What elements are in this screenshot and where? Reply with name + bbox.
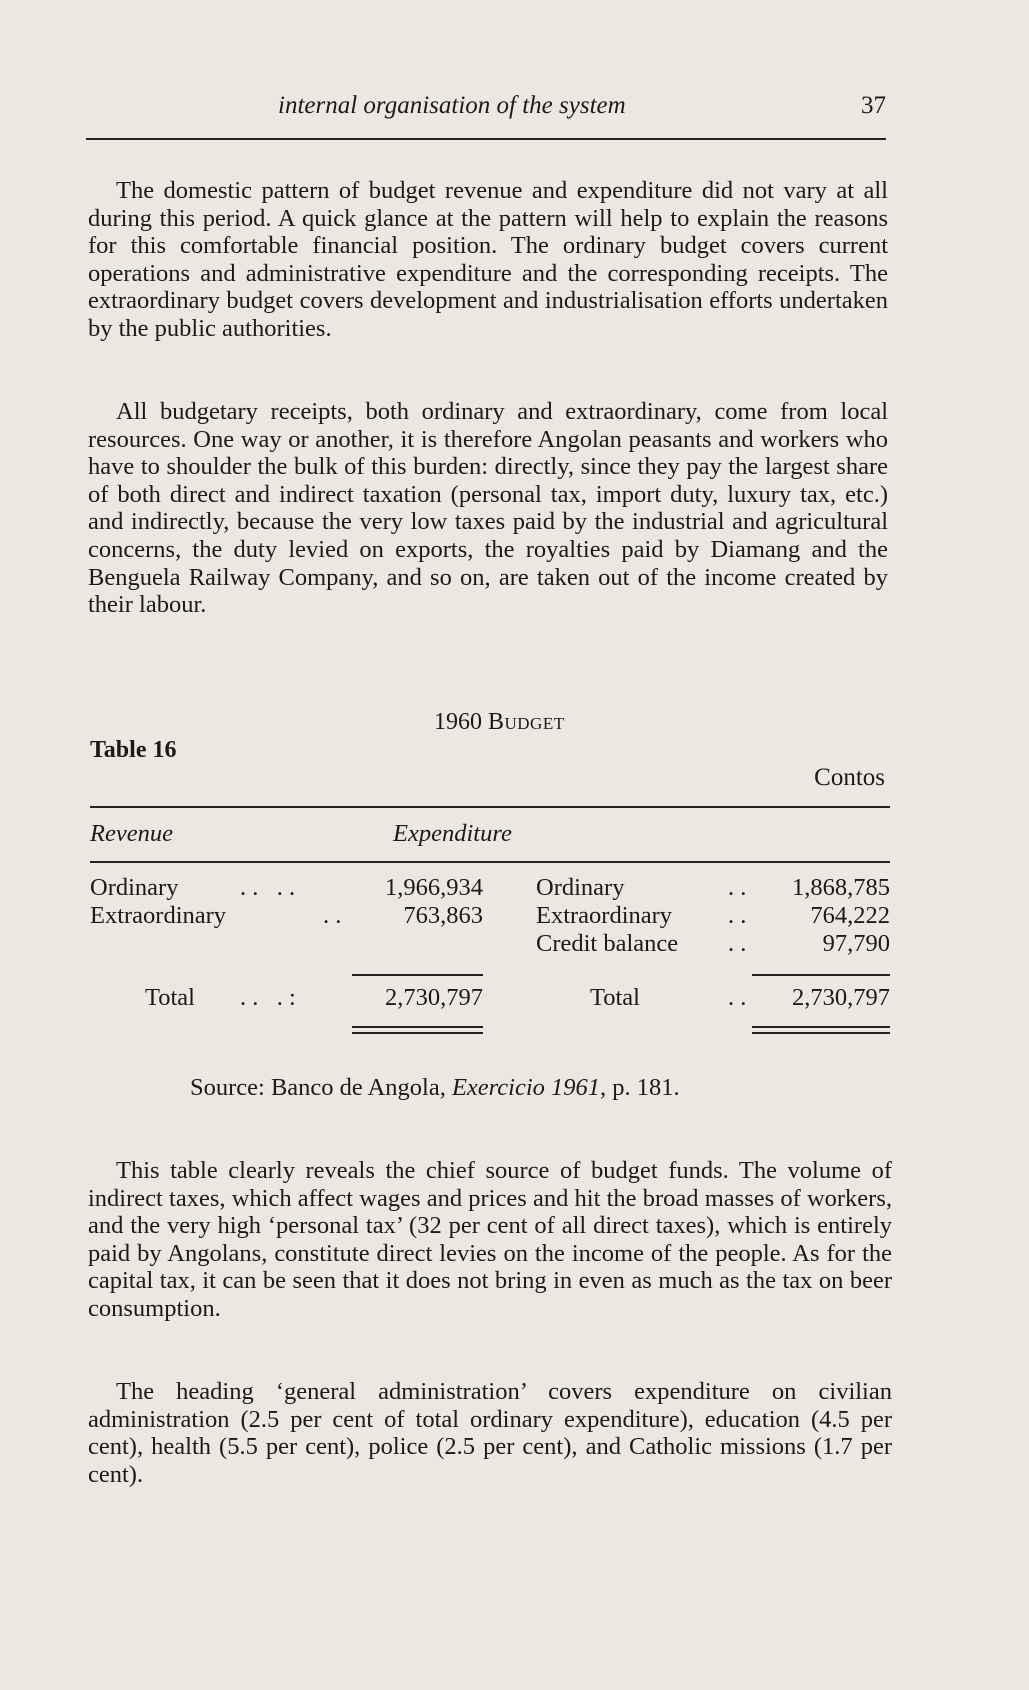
table-header-rule	[90, 861, 890, 863]
running-title: internal organisation of the system	[278, 92, 626, 119]
revenue-row-label: Extraordinary	[90, 902, 227, 929]
revenue-total-label: Total	[145, 984, 195, 1011]
revenue-total-leader: . . . :	[240, 984, 296, 1011]
expenditure-row-value: 97,790	[822, 930, 890, 957]
paragraph-1: The domestic pattern of budget revenue and expenditure did not vary at all during this period. A quick glance at the pattern will help to explain the reasons for this comfortable financial position. The ordinary budget covers current operations and administrative expenditure and the corresponding receipts. The extraordinary budget covers development and industrialisation efforts undertaken by the public authorities.	[88, 177, 888, 342]
expenditure-row-label: Credit balance	[536, 930, 679, 957]
page-number: 37	[861, 92, 886, 119]
paragraph-3: This table clearly reveals the chief source of budget funds. The volume of indirect taxes, which affect wages and prices and hit the broad masses of workers, and the very high ‘personal tax’ (32 per cent of all direct taxes), which is entirely paid by Angolans, constitute direct levies on the income of the people. As for the capital tax, it can be seen that it does not bring in even as much as the tax on beer consumption.	[88, 1157, 892, 1322]
expenditure-total-double-rule	[752, 1026, 890, 1034]
expenditure-total-label: Total	[590, 984, 640, 1011]
paragraph-4: The heading ‘general administration’ covers expenditure on civilian administration (2.5 per cent of total ordinary expenditure), education (4.5 per cent), health (5.5 per cent), police (2.5 per cent), and Catholic missions (1.7 per cent).	[88, 1378, 892, 1488]
revenue-total-double-rule	[352, 1026, 483, 1034]
header-rule	[86, 138, 886, 140]
table-top-rule	[90, 806, 890, 808]
source-work: Exercicio 1961	[451, 1074, 601, 1101]
expenditure-total-leader: . .	[728, 984, 747, 1011]
expenditure-row-value: 764,222	[810, 902, 890, 929]
table-caption	[434, 709, 565, 736]
expenditure-row-value: 1,868,785	[792, 874, 890, 901]
caption-year: 1960	[434, 709, 482, 735]
table-source	[190, 1074, 680, 1102]
revenue-total-value: 2,730,797	[385, 984, 483, 1011]
expenditure-header: Expenditure	[393, 820, 512, 847]
running-head	[86, 92, 886, 126]
revenue-row-leader: . .	[323, 902, 342, 929]
expenditure-total-value: 2,730,797	[792, 984, 890, 1011]
expenditure-row-leader: . .	[728, 930, 747, 957]
table-units: Contos	[814, 764, 885, 791]
revenue-subtotal-rule	[352, 974, 483, 976]
source-prefix: Source: Banco de Angola,	[190, 1074, 452, 1101]
revenue-row-value: 763,863	[403, 902, 483, 929]
revenue-row-leader: . . . .	[240, 874, 296, 901]
source-suffix: , p. 181.	[600, 1074, 680, 1101]
revenue-row-value: 1,966,934	[385, 874, 483, 901]
expenditure-subtotal-rule	[752, 974, 890, 976]
paragraph-2: All budgetary receipts, both ordinary and extraordinary, come from local resources. One way or another, it is therefore Angolan peasants and workers who have to shoulder the bulk of this burden: directly, since they pay the largest share of both direct and indirect taxation (personal tax, import duty, luxury tax, etc.) and indirectly, because the very low taxes paid by the industrial and agricultural concerns, the duty levied on exports, the royalties paid by Diamang and the Benguela Railway Company, and so on, are taken out of the income created by their labour.	[88, 398, 888, 619]
revenue-header: Revenue	[90, 820, 173, 847]
expenditure-row-label: Ordinary	[536, 874, 625, 901]
expenditure-row-label: Extraordinary	[536, 902, 673, 929]
table-number: Table 16	[90, 737, 177, 763]
expenditure-row-leader: . .	[728, 902, 747, 929]
expenditure-row-leader: . .	[728, 874, 747, 901]
revenue-row-label: Ordinary	[90, 874, 179, 901]
caption-word: Budget	[488, 709, 565, 735]
